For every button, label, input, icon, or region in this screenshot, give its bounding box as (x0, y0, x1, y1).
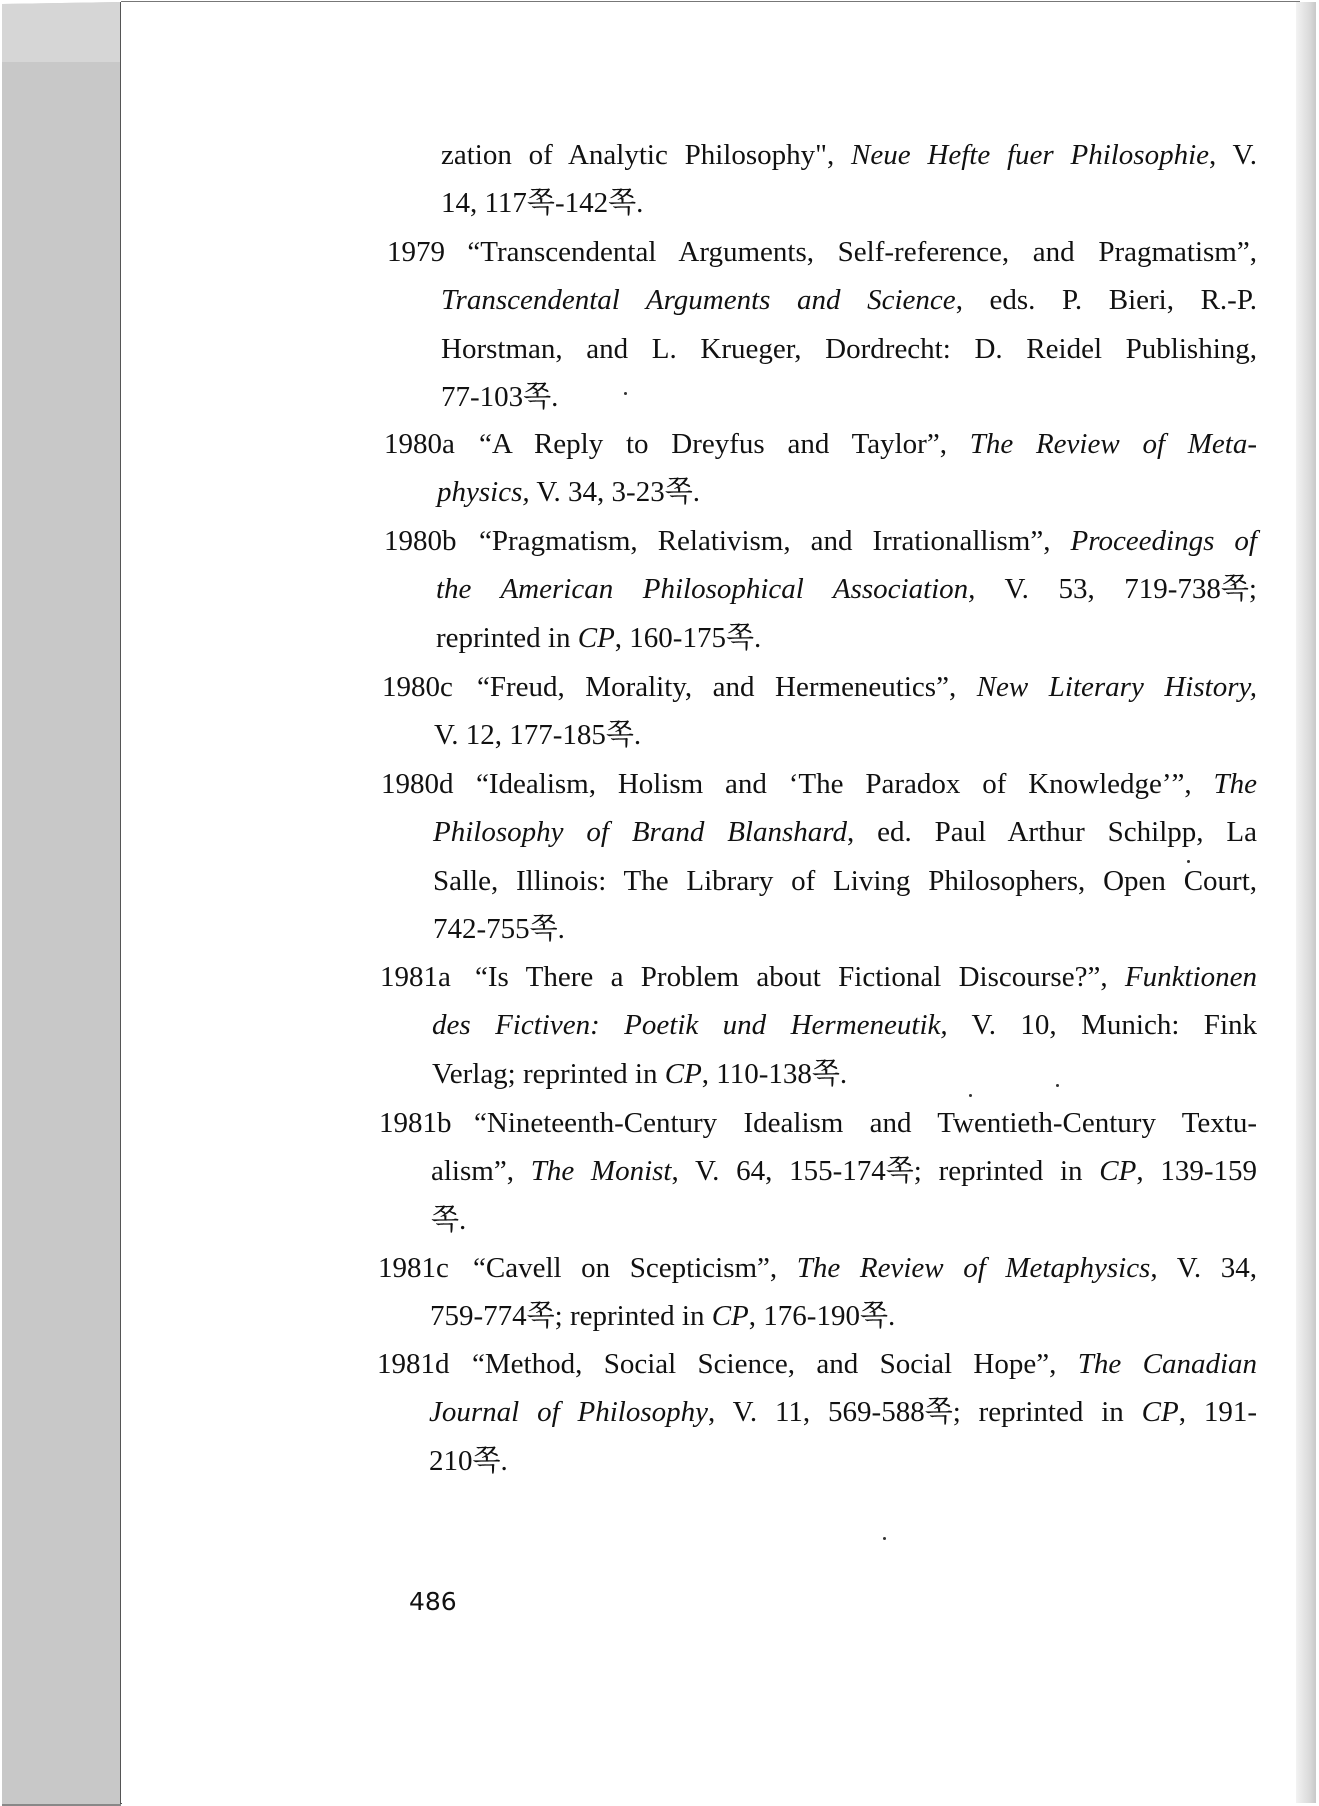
entry-line (476, 764, 1257, 804)
entry-text: , V. 34, (1150, 1252, 1258, 1284)
entry-title: The (1213, 768, 1257, 800)
entry-line (437, 472, 700, 512)
entry-text: alism”, (431, 1155, 531, 1188)
entry-text: , 110-138쪽. (701, 1057, 848, 1090)
entry-text: “Nineteenth-Century Idealism and Twentieth-Century Textu- (474, 1107, 1257, 1139)
entry-text: “Transcendental Arguments, Self-reference, and Pragmatism”, (467, 236, 1257, 268)
entry-line (436, 618, 761, 658)
entry-title: CP (1099, 1155, 1137, 1188)
entry-line (477, 667, 1257, 707)
entry-line (479, 424, 1257, 464)
entry-title: CP (1141, 1396, 1179, 1429)
entry-title: Philosophy of Brand Blanshard (433, 816, 847, 849)
entry-line (475, 957, 1257, 997)
page-number: 486 (409, 1587, 457, 1616)
entry-line (472, 1344, 1257, 1384)
entry-text: , V. (1209, 139, 1257, 171)
entry-title: CP (711, 1300, 749, 1333)
entry-text: “Freud, Morality, and Hermeneutics”, (477, 671, 977, 703)
entry-year: 1980b (384, 525, 457, 557)
entry-text: “Is There a Problem about Fictional Discourse?”, (475, 961, 1125, 993)
entry-year: 1981a (380, 961, 451, 993)
entry-title: physics, (437, 476, 530, 509)
entry-text: V. 12, 177-185쪽. (434, 719, 642, 752)
entry-line (432, 1054, 847, 1094)
entry-title: Neue Hefte fuer Philosophie (851, 139, 1210, 171)
entry-title: The Review of Meta- (969, 428, 1258, 460)
entry-text: , V. 64, 155-174쪽; reprinted in (671, 1155, 1100, 1188)
entry-title: Proceedings of (1070, 525, 1257, 557)
entry-text: 210쪽. (429, 1444, 508, 1477)
entry-text: “Pragmatism, Relativism, and Irrationallism”, (479, 525, 1071, 557)
entry-text: V. 10, Munich: Fink (947, 1009, 1257, 1042)
entry-title: CP (577, 621, 615, 654)
entry-text: 742-755쪽. (433, 912, 565, 945)
entry-year: 1980c (382, 671, 453, 703)
entry-text: zation of Analytic Philosophy", (441, 139, 852, 171)
entry-line (431, 1151, 1257, 1191)
entry-line (473, 1248, 1257, 1288)
entry-text: “A Reply to Dreyfus and Taylor”, (479, 428, 970, 460)
entry-text: , 176-190쪽. (748, 1300, 896, 1333)
entry-text: Salle, Illinois: The Library of Living Philosophers, Open Court, (433, 864, 1257, 897)
entry-year: 1981c (378, 1252, 449, 1284)
scan-speck (1187, 860, 1190, 863)
book-page (121, 2, 1296, 1803)
entry-text: , 160-175쪽. (614, 621, 762, 654)
entry-line (441, 377, 558, 417)
entry-line (433, 812, 1257, 852)
entry-text: reprinted in (436, 621, 578, 654)
entry-text: V. 34, 3-23쪽. (529, 476, 700, 509)
entry-title: The Review of Metaphysics (796, 1252, 1151, 1284)
entry-line (433, 861, 1257, 901)
entry-text: V. 53, 719-738쪽; (975, 573, 1257, 606)
entry-line (474, 1103, 1257, 1143)
entry-line (441, 183, 643, 223)
entry-text: 14, 117쪽-142쪽. (441, 187, 644, 220)
entry-year: 1980a (384, 428, 455, 460)
entry-text: 759-774쪽; reprinted in (430, 1300, 712, 1333)
entry-title: CP (664, 1057, 702, 1090)
entry-title: Journal of Philosophy (429, 1396, 709, 1429)
entry-line (441, 135, 1257, 175)
entry-text: , eds. P. Bieri, R.-P. (955, 284, 1257, 317)
entry-text: 쪽. (431, 1203, 467, 1236)
entry-title: The Monist (530, 1155, 672, 1188)
entry-line (436, 569, 1257, 609)
entry-line (431, 1200, 466, 1240)
scan-speck (1056, 1084, 1059, 1087)
entry-line (479, 521, 1257, 561)
entry-title: the American Philosophical Association, (436, 573, 976, 606)
entry-text: , ed. Paul Arthur Schilpp, La (846, 816, 1258, 849)
entry-line (441, 329, 1257, 369)
entry-line (434, 715, 641, 755)
entry-year: 1980d (381, 768, 454, 800)
entry-text: , 139-159 (1136, 1155, 1257, 1188)
entry-title: des Fictiven: Poetik und Hermeneutik, (432, 1009, 948, 1042)
entry-year: 1979 (387, 236, 445, 268)
scan-speck (624, 392, 627, 395)
entry-title: New Literary History, (976, 671, 1258, 703)
entry-line (429, 1441, 508, 1481)
entry-title: The Canadian (1077, 1348, 1257, 1380)
entry-text: 77-103쪽. (441, 380, 559, 413)
entry-title: Transcendental Arguments and Science (441, 284, 956, 317)
entry-year: 1981d (377, 1348, 450, 1380)
entry-line (433, 909, 565, 949)
entry-text: “Cavell on Scepticism”, (473, 1252, 797, 1284)
entry-text: Verlag; reprinted in (432, 1057, 665, 1090)
entry-year: 1981b (379, 1107, 452, 1139)
entry-text: Horstman, and L. Krueger, Dordrecht: D. Reidel Publishing, (441, 332, 1257, 365)
entry-line (429, 1392, 1257, 1432)
scan-speck (883, 1537, 886, 1540)
page-edge (1296, 2, 1316, 1803)
scan-speck (969, 1094, 972, 1097)
entry-line (430, 1296, 895, 1336)
entry-line (432, 1005, 1257, 1045)
entry-text: , V. 11, 569-588쪽; reprinted in (708, 1396, 1142, 1429)
entry-line (441, 280, 1257, 320)
entry-text: , 191- (1178, 1396, 1257, 1429)
entry-text: “Idealism, Holism and ‘The Paradox of Knowledge’”, (476, 768, 1214, 800)
entry-text: “Method, Social Science, and Social Hope”, (472, 1348, 1078, 1380)
entry-line (467, 232, 1257, 272)
entry-title: Funktionen (1124, 961, 1257, 993)
